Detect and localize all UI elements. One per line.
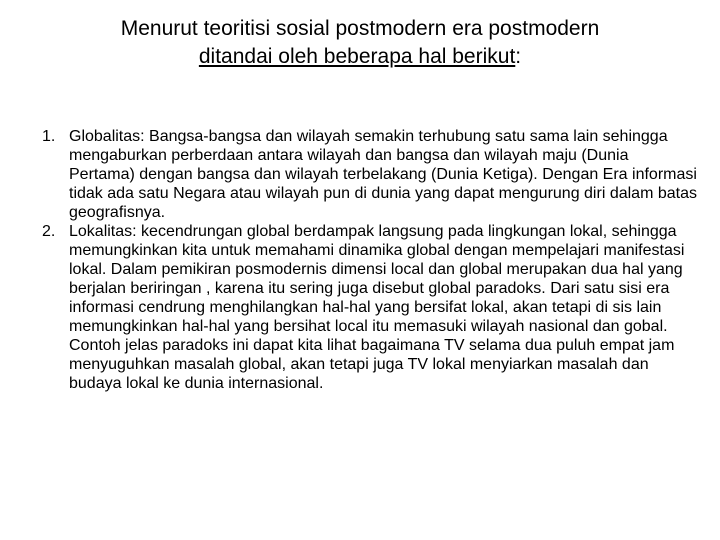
list-item-number: 2. xyxy=(42,223,56,240)
list-item-text: Lokalitas: kecendrungan global berdampak langsung pada lingkungan lokal, sehingga memungkinkan kita untuk memahami dinamika global dengan mempelajari manifestasi lokal. Dalam pemikiran posmodernis dimensi local dan global merupakan dua hal yang berjalan beriringan , karena itu sering juga disebut global paradoks. Dari satu sisi era informasi cendrung menghilangkan hal-hal yang bersifat lokal, akan tetapi di sis lain memungkinkan hal-hal yang bersihat local itu memasuki wilayah nasional dan gobal. Contoh jelas paradoks ini dapat kita lihat bagaimana TV selama dua puluh empat jam menyuguhkan masalah global, akan tetapi juga TV lokal menyiarkan masalah dan budaya lokal ke dunia internasional. xyxy=(69,223,685,392)
title-line-2 xyxy=(0,43,720,71)
list-item-globalitas xyxy=(42,127,697,222)
numbered-list xyxy=(42,127,697,393)
list-item-text: Globalitas: Bangsa-bangsa dan wilayah semakin terhubung satu sama lain sehingga mengaburkan perberdaan antara wilayah dan bangsa dan wilayah maju (Dunia Pertama) dengan bangsa dan wilayah terbelakang (Dunia Ketiga). Dengan Era informasi tidak ada satu Negara atau wilayah pun di dunia yang dapat mengurung diri dalam batas geografisnya. xyxy=(69,128,697,221)
list-item-number: 1. xyxy=(42,128,56,145)
title-colon: : xyxy=(515,45,522,68)
slide-title xyxy=(0,15,720,71)
list-item-lokalitas xyxy=(42,222,697,393)
title-underlined-text: ditandai oleh beberapa hal berikut xyxy=(198,45,516,68)
title-line-1: Menurut teoritisi sosial postmodern era postmodern xyxy=(120,17,600,40)
